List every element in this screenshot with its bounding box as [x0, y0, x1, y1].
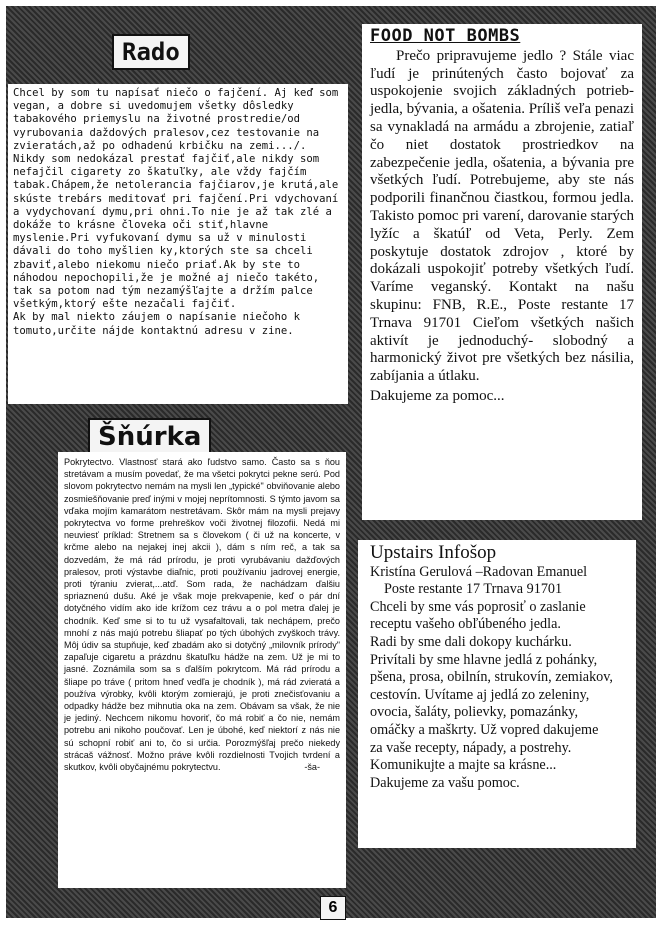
upstairs-line-5: za vaše recepty, nápady, a postrehy. [370, 739, 572, 756]
upstairs-title: Upstairs Infošop [370, 542, 497, 563]
snurka-body: Pokrytectvo. Vlastnosť stará ako ľudstvo samo. Často sa s ňou stretávam a musím povedať, že ma všetci pokrytci pekne serú. Pod slovom pokrytectvo nemám na mysli len „typické" obviňovanie alebo zosmiešňovanie preď inými v mojej neprítomnosti. S týmto javom sa vďaka mojím kamarátom nestretávam. Skôr mám na mysli prejavy pokrytectva vo forme prehreškov voči životnej filozofii. Nedá mi neuviesť príklad: Stretnem sa s človekom ( či už na koncerte, v krčme alebo na nejakej inej akcii ), dám s ním reč, a tak sa dozvedám, že má rád prírodu, je proti vyrubávaniu dažďových pralesov, proti výstavbe diaľnic, proti používaniu jadrovej energie, proti týraniu zvierat,...atď. Som rada, že nachádzam ďalšiu spriaznenú dušu. Aké je však moje prekvapenie, keď o pár dní dotyčného vidím ako ide krížom cez trávu a o pol metra ďalej je chodník. Keď sme si to tu už vysafaltovali, tak nechápem, prečo mnohí z nás majú potrebu šliapať po tých úbohých zvyškoch trávy. Môj údiv sa stupňuje, keď zbadám ako si dotyčný „milovník prírody" zapaľuje cigaretu a prázdnu škatuľku hádže na zem. Už je mi to jasné. Zoznámila som sa s ďalším pokrytcom. Má rád prírodu a šliape po tráve ( pritom hneď vedľa je chodník ), má rád zvieratá a používa výrobky, kvôli ktorým zomierajú, je proti znečisťovaniu a odpadky hádže bez mihnutia oka na zem. Obávam sa však, že nie je jediný. Nechcem nikomu hovoriť, čo má robiť a čo nie, nemám potrebu ani nikoho poučovať. Len je úbohé, keď niektorí z nás nie sú schopní robiť ani to, čo si určia. Porozmýšľaj prečo niekedy strácaš vážnosť. Možno práve kvôli rozdielnosti Tvojich tvrdení a skutkov, kvôli obyčajnému pokrytectvu. [64, 457, 340, 773]
upstairs-contact-names: Kristína Gerulová –Radovan Emanuel [370, 563, 588, 580]
rado-paragraph-1: Chcel by som tu napísať niečo o fajčení. Aj keď som vegan, a dobre si uvedomujem všetky dôsledky tabakového priemyslu na životné prostredie/od vyrubovania daždových pralesov,cez testovanie na zvieratách,až po odhadenú krbičku na zemi.../. Nikdy som nedokázal prestať fajčiť,ale nikdy som nefajčil cigarety zo škatuľky, ale vždy fajčím tabak.Chápem,že netolerancia fajčiarov,je krutá,ale skúste trebárs meditovať pri fajčení.Pri vdychovaní a vydychovaní dymu,pri ohni.To nie je až tak zlé a dokáže to krásne človeka oči stiť,hlavne myslenie.Pri vyfukovaní dymu sa už v minulosti dávali do toho myšlien ky,ktorých ste sa chceli zbaviť,alebo niekomu niečo priať.Ak by ste to náhodou nepochopili,že je možné aj niečo takéto, tak sa potom nad tým nezamýšľajte a držím palce všetkým,ktorý ešte nezačali fajčiť. [13, 87, 345, 311]
snurka-title: Šňúrka [88, 418, 211, 456]
food-not-bombs-body: Prečo pripravujeme jedlo ? Stále viac ľudí je prinútených často bojovať za uspokojenie svojich základných potrieb- jedla, bývania, a ošatenia. Príliš veľa penazi sa vynakladá na armádu a zbrojenie, zatiaľ čo niet dostatok prostriedkov na zabezpečenie jedla, ošatenia, a bývania pre všetkých ľudí. Potrebujeme, aby ste nás podporili finančnou čiastkou, formou jedla. Takisto pomoc pri varení, darovanie starých lyžíc a škatúľ od Veta, Perly. Zem poskytuje dostatok zdrojov , ktoré by dokázali uspokojiť potreby všetkých ľudí. Varíme veganský. Kontakt na našu skupinu: FNB, R.E., Poste restante 17 Trnava 91701 Cieľom všetkých našich aktivít je jednoduchý- slobodný a harmonický život pre všetkých bez násilia, zabíjania a útlaku. [370, 47, 634, 385]
upstairs-line-1: Chceli by sme vás poprosiť o zaslanie receptu vašeho obľúbeného jedla. [370, 598, 586, 633]
rado-article [8, 84, 348, 404]
upstairs-address: Poste restante 17 Trnava 91701 [384, 581, 563, 598]
upstairs-line-2: Radi by sme dali dokopy kuchárku. [370, 633, 572, 650]
food-not-bombs-thanks: Dakujeme za pomoc... [370, 387, 505, 404]
snurka-article [58, 452, 346, 888]
upstairs-line-6: Komunikujte a majte sa krásne... [370, 757, 557, 774]
rado-paragraph-2: Ak by mal niekto záujem o napísanie niečoho k tomuto,určite nájde kontaktnú adresu v zine. [13, 311, 307, 337]
upstairs-infosop-article [358, 540, 636, 848]
upstairs-line-4: cestovín. Uvítame aj jedlá zo zeleniny, ovocia, šaláty, polievky, pomazánky, omáčky a maškrty. Už vopred dakujeme [370, 686, 599, 738]
food-not-bombs-article [362, 24, 642, 520]
page-number: 6 [320, 896, 346, 920]
upstairs-line-7: Dakujeme za vašu pomoc. [370, 774, 520, 791]
food-not-bombs-title: FOOD NOT BOMBS [370, 26, 521, 46]
snurka-signature: -ša- [304, 762, 320, 773]
rado-title: Rado [112, 34, 190, 70]
upstairs-line-3: Privítali by sme hlavne jedlá z pohánky, pšena, prosa, obilnín, strukovín, zemiakov, [370, 651, 613, 686]
